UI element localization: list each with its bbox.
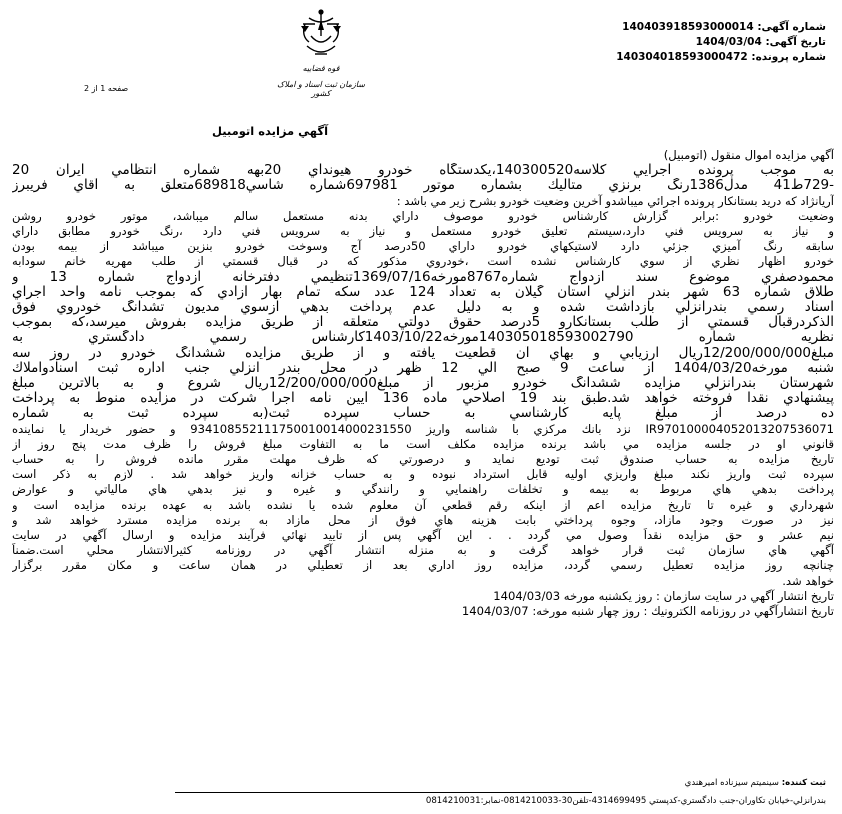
signer-name: سينميتم سيزناده اميرهندي — [684, 778, 779, 788]
body-line: ده درصد از مبلغ پايه كارشناسي به حساب سپرده ثبت(به سپرده ثبت به شماره — [12, 406, 834, 422]
case-number-row — [616, 50, 826, 65]
body-line: سپرده ثبت واريز نكند مبلغ واريزي اوليه قابل استرداد نبوده و به حساب خزانه واريز خواهد شد . لازم به ذكر است — [12, 467, 834, 482]
body-line: آريانژاد كه دريد بستانكار پرونده اجرائي ميباشدو آخرين وضعيت خودرو بشرح زير مي باشد : — [396, 193, 834, 208]
announcement-meta — [616, 20, 826, 65]
org-name: سازمان ثبت اسناد و املاک کشور — [277, 80, 365, 98]
body-line: پرداخت بدهي هاي مربوط به بيمه و تخلفات راهنمايي و رانندگي و غيره و نيز بدهي هاي مالياتي و عوارض — [12, 482, 834, 497]
signer — [685, 778, 826, 789]
body-line: شنبه مورخه1404/03/20 از ساعت 9 صبح الي 12 ظهر در محل بندر انزلي جنب اداره ثبت اسنادواملاك — [12, 360, 834, 376]
footer-divider — [175, 792, 592, 793]
body-line: محمودصفري موضوع سند ازدواج شماره8767مورخه1369/07/16تنظيمي دفترخانه ازدواج شماره 13 و — [12, 269, 834, 285]
body-line: چنانچه روز مزايده تعطيل رسمي گردد، مزايده روز اداري بعد از تعطيلي در همان ساعت و مكان مقرر برگزار — [12, 558, 834, 573]
body-line: آگهي هاي سازمان ثبت قرار خواهد گرفت و به منزله انتشار آگهي در روزنامه كثيرالانتشار محلي است.ضمناً — [12, 543, 834, 558]
case-number-label: شماره پرونده: — [751, 51, 826, 63]
body-line: نظريه شماره 140305018593002790مورخه1403/10/22كارشناس رسمي دادگستري به — [12, 330, 834, 346]
body-line: و نياز به سرويس فني دارد،سيستم تعليق خودرو مستعمل و نياز به سرويس فني دارد ،رنگ خودرو مطابق داراي — [12, 224, 834, 239]
ad-number: 140403918593000014 — [622, 21, 754, 33]
body-line: اسناد رسمي بندرانزلي بازداشت شده و به دليل عدم پرداخت بدهي ازسوي مديون تشدانگ خودروي فوق — [12, 300, 834, 316]
body-line: شهرستان بندرانزلي مزايده ششدانگ خودرو مزبور از مبلغ12/200/000/000ريال شروع و به بالاترين مبلغ — [12, 376, 834, 392]
body-line: نيم عشر و حق مزايده نقداً وصول مي گردد . . اين آگهي پس از تاييد نهائي فرآيند مزايده و ارسال آگهي در سايت — [12, 528, 834, 543]
body-line: وضعيت خودرو :برابر گزارش كارشناس خودرو موصوف داراي بدنه مستعمل سالم ميباشد، موتور خودرو روشن — [12, 208, 834, 223]
body-line: نيز در صورت وجود مازاد، وجوه پرداختي بابت هزينه هاي فوق از محل مازاد به برنده مزايده مسترد خواهد شد و — [12, 512, 834, 527]
announcement-body — [12, 148, 834, 619]
body-line: تاريخ انتشارآگهي در روزنامه الكترونيك : روز چهار شنبه مورخه: 1404/03/07 — [461, 604, 834, 619]
org-short: قوه قضاییه — [302, 64, 340, 73]
ad-number-label: شماره آگهی: — [757, 21, 826, 33]
body-line: تاريخ انتشار آگهي در سايت سازمان : روز يكشنبه مورخه 1404/03/03 — [493, 588, 834, 603]
ad-date-label: تاریخ آگهی: — [765, 36, 826, 48]
body-line: الذكردرقبال قسمتي از طلب بستانكارو 5درصد حقوق دولتي متعلقه از طريق مزايده بفروش ميرسد،كه بموجب — [12, 315, 834, 331]
ad-date: 1404/03/04 — [695, 36, 762, 48]
case-number: 140304018593000472 — [616, 51, 748, 63]
office-address: بندرانزلي-خيابان تكاوران-جنب دادگستري-كدپستي 4314699495-تلفن30-0814210033-نمابر:0814210031 — [425, 796, 826, 806]
page-number: صفحه 1 از 2 — [84, 84, 129, 93]
body-line: قانوني او در جلسه مزايده مي باشد برنده مزايده مكلف است ما به التفاوت مبلغ فروش را ظرف مدت پنج روز از — [12, 436, 834, 451]
body-line: خواهد شد. — [782, 573, 834, 588]
body-line: سابقه رنگ آميزي جزئي دارد لاستيكهاي خودرو داراي 50درصد آج وسوخت خودرو بنزين ميباشد از بيمه بودن — [12, 239, 834, 254]
body-line: -729ط41 مدل1386رنگ برنزي متاليك بشماره موتور 697981شماره شاسي689818متعلق به آقاي فريبرز — [12, 178, 834, 194]
body-line: تاريخ مزايده به حساب صندوق ثبت توديع نمايد و درصورتي كه ظرف مهلت مقرر مانده فروش را به حساب — [12, 452, 834, 467]
ad-number-row — [616, 20, 826, 35]
body-line: به موجب پرونده اجرايي كلاسه140300520،يكدستگاه خودرو هيونداي 20بهه شماره انتظامي ايران 20 — [12, 163, 834, 179]
body-line: پيشنهادي نقداً فروخته خواهد شد.طبق بند 19 اصلاحي ماده 136 آيين نامه اجرا شركت در مزايده منوط به پرداخت — [12, 391, 834, 407]
judiciary-emblem — [277, 6, 365, 98]
signer-label: ثبت كننده: — [781, 778, 826, 788]
ad-date-row — [616, 35, 826, 50]
body-line: خودرو اظهار نظري از سوي كارشناس نشده است ،خودروي مذكور كه در قبال قسمتي از طلب مهريه خانم سودابه — [12, 254, 834, 269]
emblem-icon — [289, 6, 353, 64]
body-line: آگهي مزايده اموال منقول (اتومبيل) — [663, 148, 834, 162]
body-line: IR970100004052013207536071 نزد بانك مركزي با شناسه واريز 934108552111750010014000231550 و حضور خريدار يا نماينده — [12, 421, 834, 436]
body-line: شهرداري و غيره تا تاريخ مزايده اعم از اينكه رقم قطعي آن معلوم شده يا نشده باشد به عهده برنده مزايده است و — [12, 497, 834, 512]
body-line: مبلغ12/200/000/000ريال ارزيابي و بهاي آن قطعيت يافته و از طريق مزايده ششدانگ خودرو در روز سه — [12, 345, 834, 361]
body-line: طلاق شماره 63 شهر بندر انزلي استان گيلان به تعداد 124 عدد سكه تمام بهار آزادي كه بموجب نامه واحد اجراي — [12, 284, 834, 300]
announcement-title: آگهي مزايده اتومبيل — [211, 124, 329, 138]
